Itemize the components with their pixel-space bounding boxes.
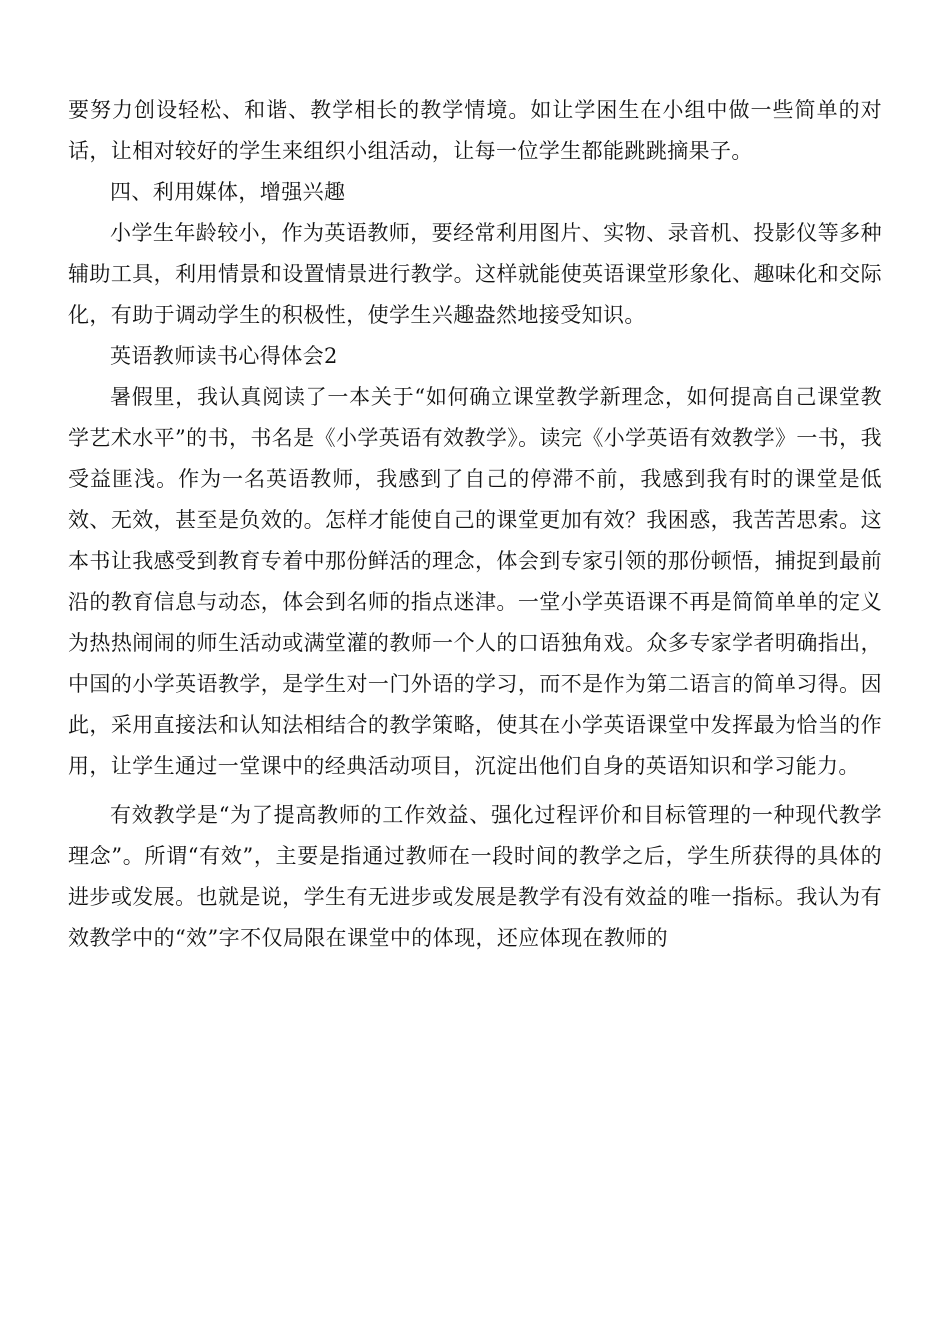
paragraph-summer-reading: 暑假里，我认真阅读了一本关于“如何确立课堂教学新理念，如何提高自己课堂教学艺术水平”的书，书名是《小学英语有效教学》。读完《小学英语有效教学》一书，我受益匪浅。作为一名英语教师，我感到了自己的停滞不前，我感到我有时的课堂是低效、无效，甚至是负效的。怎样才能使自己的课堂更加有效？我困惑，我苦苦思索。这本书让我感受到教育专着中那份鲜活的理念，体会到专家引领的那份顿悟，捕捉到最前沿的教育信息与动态，体会到名师的指点迷津。一堂小学英语课不再是简简单单的定义为热热闹闹的师生活动或满堂灌的教师一个人的口语独角戏。众多专家学者明确指出，中国的小学英语教学，是学生对一门外语的学习，而不是作为第二语言的简单习得。因此，采用直接法和认知法相结合的教学策略，使其在小学英语课堂中发挥最为恰当的作用，让学生通过一堂课中的经典活动项目，沉淀出他们自身的英语知识和学习能力。 bbox=[68, 385, 882, 778]
document-body bbox=[68, 90, 882, 959]
article-title: 英语教师读书心得体会2 bbox=[110, 344, 338, 368]
section-heading-media: 四、利用媒体，增强兴趣 bbox=[110, 180, 346, 204]
paragraph-effective-teaching: 有效教学是“为了提高教师的工作效益、强化过程评价和目标管理的一种现代教学理念”。所谓“有效”，主要是指通过教师在一段时间的教学之后，学生所获得的具体的进步或发展。也就是说，学生有无进步或发展是教学有没有效益的唯一指标。我认为有效教学中的“效”字不仅局限在课堂中的体现，还应体现在教师的 bbox=[68, 803, 882, 950]
paragraph-media: 小学生年龄较小，作为英语教师，要经常利用图片、实物、录音机、投影仪等多种辅助工具，利用情景和设置情景进行教学。这样就能使英语课堂形象化、趣味化和交际化，有助于调动学生的积极性，使学生兴趣盎然地接受知识。 bbox=[68, 221, 882, 327]
paragraph-continuation: 要努力创设轻松、和谐、教学相长的教学情境。如让学困生在小组中做一些简单的对话，让相对较好的学生来组织小组活动，让每一位学生都能跳跳摘果子。 bbox=[68, 98, 882, 163]
